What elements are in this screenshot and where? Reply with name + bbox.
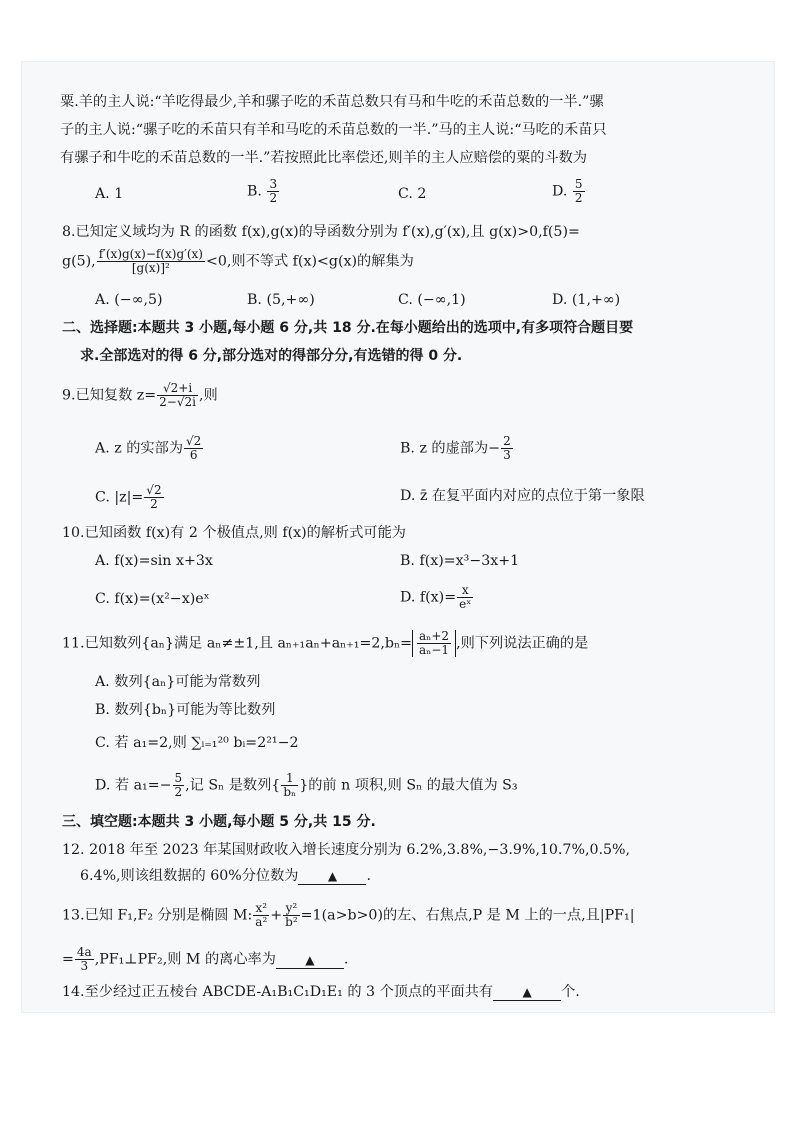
q11-option-c: C. 若 a₁=2,则 ∑ᵢ₌₁²⁰ bᵢ=2²¹−2	[95, 735, 299, 751]
q7-option-a: A. 1	[95, 186, 124, 202]
q11-option-d-fraction: $\frac{5}{2}$	[174, 771, 183, 799]
q10-option-d: D. f(x)= $\frac{x}{\text{eˣ}}$	[400, 583, 472, 611]
q7-option-d-fraction: $\frac{5}{2}$	[574, 177, 583, 205]
q8-option-a: A. (−∞,5)	[95, 292, 163, 308]
q8-derivative-fraction: $\frac{f'(x)g(x)-f(x)g'(x)}{\text{[g(x)]²}}$	[98, 247, 203, 275]
q12-answer-blank[interactable]: ▲	[298, 868, 366, 885]
q7-line-2: 子的主人说:“骡子吃的禾苗只有羊和马吃的禾苗总数的一半.”马的主人说:“马吃的禾苗只	[60, 122, 607, 138]
q11-b-fraction: $\frac{\text{aₙ+2}}{\text{aₙ−1}}$	[419, 629, 450, 657]
q9-option-c-fraction: $\frac{√2}{2}$	[146, 483, 162, 511]
section-2-heading-cont: 求.全部选对的得 6 分,部分选对的得部分分,有选错的得 0 分.	[80, 348, 463, 364]
q7-option-d: D. $\frac{5}{2}$	[552, 177, 583, 205]
q10-stem: 10.已知函数 f(x)有 2 个极值点,则 f(x)的解析式可能为	[62, 525, 406, 541]
q10-option-a: A. f(x)=sin x+3x	[95, 553, 213, 569]
q9-option-a: A. z 的实部为 $\frac{√2}{6}$	[95, 434, 202, 462]
q9-z-fraction: $\frac{√2+i}{2-√2i}$	[159, 381, 196, 409]
q13-line-1: 13.已知 F₁,F₂ 分别是椭圆 M: $\frac{\text{x²}}{\text{a²}}$ + $\frac{\text{y²}}{\text{b²}}$ =1(a>b>0)的左、右焦点,P 是 M 上的一点,且|PF₁|	[62, 901, 635, 929]
q14-line: 14.至少经过正五棱台 ABCDE-A₁B₁C₁D₁E₁ 的 3 个顶点的平面共有 ▲ 个.	[62, 984, 580, 1000]
q7-option-c: C. 2	[398, 186, 427, 202]
q11-abs-value	[412, 630, 456, 657]
q8-line-2: g(5), $\frac{f'(x)g(x)-f(x)g'(x)}{\text{[g(x)]²}}$ <0,则不等式 f(x)<g(x)的解集为	[62, 247, 414, 275]
q9-option-b: B. z 的虚部为− $\frac{2}{3}$	[400, 434, 511, 462]
q7-line-3: 有骡子和牛吃的禾苗总数的一半.”若按照此比率偿还,则羊的主人应赔偿的粟的斗数为	[60, 150, 588, 166]
q7-option-b-fraction: $\frac{3}{2}$	[269, 177, 278, 205]
q8-option-c: C. (−∞,1)	[398, 292, 466, 308]
q11-option-a: A. 数列{aₙ}可能为常数列	[95, 674, 261, 690]
q13-y-fraction: $\frac{\text{y²}}{\text{b²}}$	[285, 901, 298, 929]
q13-answer-blank[interactable]: ▲	[276, 952, 344, 969]
q12-line-1: 12. 2018 年至 2023 年某国财政收入增长速度分别为 6.2%,3.8%,−3.9%,10.7%,0.5%,	[62, 842, 631, 858]
q11-option-b: B. 数列{bₙ}可能为等比数列	[95, 702, 276, 718]
q13-line-2: = $\frac{4a}{3}$ ,PF₁⊥PF₂,则 M 的离心率为 ▲ .	[62, 945, 349, 973]
q9-option-c: C. |z|= $\frac{√2}{2}$	[95, 483, 162, 511]
q11-option-d: D. 若 a₁=− $\frac{5}{2}$ ,记 Sₙ 是数列{ $\frac{1}{\text{bₙ}}$ }的前 n 项积,则 Sₙ 的最大值为 S₃	[95, 771, 518, 799]
q8-option-d: D. (1,+∞)	[552, 292, 621, 308]
q11-option-d-inner-fraction: $\frac{1}{\text{bₙ}}$	[283, 771, 297, 799]
q11-stem: 11.已知数列{aₙ}满足 aₙ≠±1,且 aₙ₊₁aₙ+aₙ₊₁=2,bₙ= $\frac{\text{aₙ+2}}{\text{aₙ−1}}$ ,则下列说法正确的是	[62, 629, 589, 657]
q9-option-b-fraction: $\frac{2}{3}$	[503, 434, 511, 462]
q10-option-d-fraction: $\frac{x}{\text{eˣ}}$	[459, 583, 472, 611]
q10-option-c: C. f(x)=(x²−x)eˣ	[95, 591, 210, 607]
q7-option-b: B. $\frac{3}{2}$	[247, 177, 278, 205]
q9-option-d: D. z̄ 在复平面内对应的点位于第一象限	[400, 488, 645, 504]
q8-option-b: B. (5,+∞)	[247, 292, 315, 308]
section-2-heading: 二、选择题:本题共 3 小题,每小题 6 分,共 18 分.在每小题给出的选项中,有多项符合题目要	[62, 320, 634, 336]
q13-length-fraction: $\frac{4a}{3}$	[76, 945, 92, 973]
q12-line-2: 6.4%,则该组数据的 60%分位数为 ▲ .	[80, 868, 371, 884]
q9-option-a-fraction: $\frac{√2}{6}$	[186, 434, 202, 462]
q7-line-1: 粟.羊的主人说:“羊吃得最少,羊和骡子吃的禾苗总数只有马和牛吃的禾苗总数的一半.”骡	[60, 94, 604, 110]
q10-option-b: B. f(x)=x³−3x+1	[400, 553, 520, 569]
q9-stem: 9.已知复数 z= $\frac{√2+i}{2-√2i}$ ,则	[62, 381, 218, 409]
q8-line-1: 8.已知定义域均为 R 的函数 f(x),g(x)的导函数分别为 f′(x),g′(x),且 g(x)>0,f(5)=	[62, 224, 580, 240]
q14-answer-blank[interactable]: ▲	[493, 984, 561, 1001]
q13-x-fraction: $\frac{\text{x²}}{\text{a²}}$	[255, 901, 268, 929]
section-3-heading: 三、填空题:本题共 3 小题,每小题 5 分,共 15 分.	[62, 814, 376, 830]
